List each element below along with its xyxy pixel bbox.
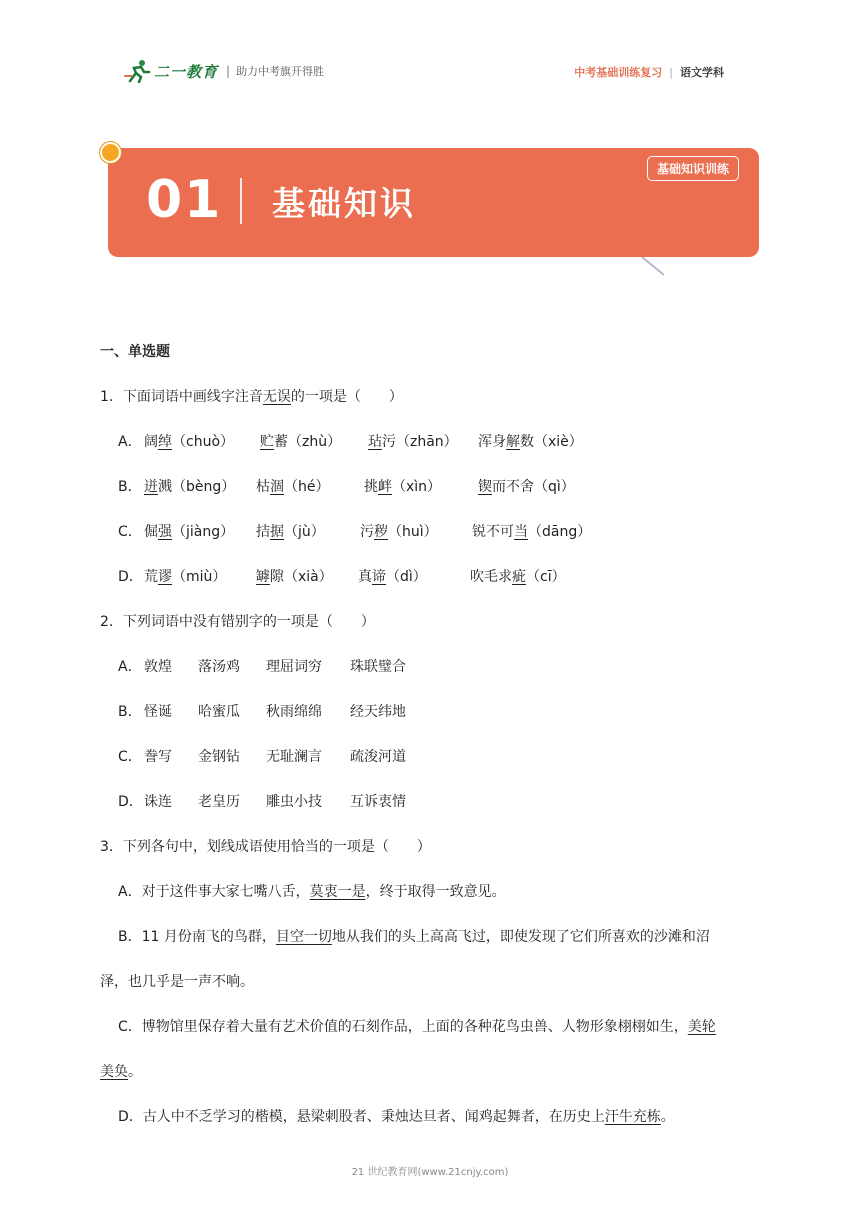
q3-option-d[interactable]: [100, 1095, 765, 1140]
underlined-idiom: 汗牛充栋: [604, 1109, 661, 1125]
word: 诛连: [144, 794, 172, 810]
q1-a-item-1: 阔绰（chuò）: [144, 434, 235, 450]
logo-separator: |: [226, 64, 231, 78]
q1-stem-text-end: 的一项是（ ）: [290, 389, 403, 405]
section-banner: [108, 148, 759, 257]
q2-option-a[interactable]: [100, 645, 765, 690]
banner-dot-decoration: [100, 142, 121, 163]
banner-tag: 基础知识训练: [647, 156, 739, 181]
q1-c-item-1: 倔强（jiàng）: [144, 524, 235, 540]
header-course-info: [574, 64, 724, 80]
word: 无耻澜言: [266, 749, 322, 765]
option-text: B．11 月份南飞的鸟群，: [118, 929, 276, 945]
course-label: 中考基础训练复习: [574, 66, 663, 79]
underlined-idiom: 美轮: [687, 1019, 716, 1035]
word: 珠联璧合: [350, 659, 406, 675]
q1-c-item-2: 拮据（jù）: [256, 524, 325, 540]
option-label: A．: [118, 434, 142, 450]
question-1-stem: [100, 375, 765, 420]
banner-title: 基础知识: [272, 184, 416, 223]
underlined-idiom: 莫衷一是: [309, 884, 366, 900]
logo-text: 二一教育: [154, 62, 219, 81]
option-label: D．: [118, 794, 143, 810]
option-label: A．: [118, 659, 142, 675]
option-text-end: 。: [128, 1064, 142, 1080]
word: 誊写: [144, 749, 172, 765]
word: 落汤鸡: [198, 659, 240, 675]
q3-option-b-continued: 泽，也几乎是一声不响。: [100, 974, 254, 990]
underlined-idiom: 目空一切: [275, 929, 332, 945]
runner-logo-icon: [122, 59, 152, 83]
exercise-content: [100, 330, 765, 1140]
word: 金钢钻: [198, 749, 240, 765]
q1-d-item-4: 吹毛求疵（cī）: [470, 569, 566, 585]
banner-tail-decoration: [640, 255, 670, 277]
page-header: [0, 0, 860, 90]
q1-a-item-4: 浑身解数（xiè）: [478, 434, 583, 450]
q1-c-item-4: 锐不可当（dāng）: [472, 524, 592, 540]
q3-option-c-continued: [100, 1050, 765, 1095]
q3-option-c[interactable]: [100, 1005, 765, 1050]
q2-option-d[interactable]: [100, 780, 765, 825]
option-text: D．古人中不乏学习的楷模，悬梁刺股者、秉烛达旦者、闻鸡起舞者，在历史上: [118, 1109, 605, 1125]
q1-c-item-3: 污秽（huì）: [360, 524, 438, 540]
word: 疏浚河道: [350, 749, 406, 765]
q1-stem-text: 1．下面词语中画线字注音: [100, 389, 263, 405]
q1-option-d[interactable]: [100, 555, 765, 600]
banner-number: 01: [146, 170, 223, 230]
word: 敦煌: [144, 659, 172, 675]
word: 经天纬地: [350, 704, 406, 720]
q3-option-b[interactable]: [100, 915, 765, 960]
q1-stem-underlined: 无误: [262, 389, 291, 405]
word: 秋雨绵绵: [266, 704, 322, 720]
header-separator: |: [669, 65, 673, 79]
q1-d-item-3: 真谛（dì）: [358, 569, 427, 585]
word: 互诉衷情: [350, 794, 406, 810]
q1-b-item-2: 枯涸（hé）: [256, 479, 330, 495]
word: 雕虫小技: [266, 794, 322, 810]
option-text-end: ，终于取得一致意见。: [365, 884, 506, 900]
option-label: C．: [118, 749, 142, 765]
word: 怪诞: [144, 704, 172, 720]
word: 哈蜜瓜: [198, 704, 240, 720]
logo-slogan: 助力中考旗开得胜: [236, 65, 325, 78]
option-text-end: 。: [660, 1109, 675, 1125]
underlined-idiom-cont: 美奂: [100, 1064, 128, 1080]
q2-option-c[interactable]: [100, 735, 765, 780]
q1-b-item-4: 锲而不舍（qì）: [478, 479, 575, 495]
word: 老皇历: [198, 794, 240, 810]
q3-option-a[interactable]: [100, 870, 765, 915]
brand-logo[interactable]: [122, 58, 324, 84]
option-label: D．: [118, 569, 143, 585]
option-label: B．: [118, 479, 142, 495]
question-3-stem: 3．下列各句中，划线成语使用恰当的一项是（ ）: [100, 839, 431, 855]
option-label: B．: [118, 704, 142, 720]
option-text-end: 地从我们的头上高高飞过，即使发现了它们所喜欢的沙滩和沼: [331, 929, 710, 945]
q1-b-item-1: 迸溅（bèng）: [144, 479, 236, 495]
q1-option-a[interactable]: [100, 420, 765, 465]
question-2-stem: 2．下列词语中没有错别字的一项是（ ）: [100, 614, 375, 630]
q1-a-item-3: 玷污（zhān）: [368, 434, 458, 450]
q1-option-b[interactable]: [100, 465, 765, 510]
option-text: C．博物馆里保存着大量有艺术价值的石刻作品，上面的各种花鸟虫兽、人物形象栩栩如生，: [118, 1019, 688, 1035]
banner-divider: [240, 178, 242, 224]
q1-option-c[interactable]: [100, 510, 765, 555]
q1-d-item-2: 罅隙（xià）: [256, 569, 333, 585]
option-label: C．: [118, 524, 142, 540]
page-footer: 21 世纪教育网(www.21cnjy.com): [351, 1167, 509, 1178]
q1-a-item-2: 贮蓄（zhù）: [260, 434, 342, 450]
subject-label: 语文学科: [680, 66, 724, 79]
section-title: 一、单选题: [100, 344, 170, 360]
q2-option-b[interactable]: [100, 690, 765, 735]
q1-b-item-3: 挑衅（xìn）: [364, 479, 442, 495]
option-text: A．对于这件事大家七嘴八舌，: [118, 884, 310, 900]
q1-d-item-1: 荒谬（miù）: [144, 569, 227, 585]
word: 理屈词穷: [266, 659, 322, 675]
